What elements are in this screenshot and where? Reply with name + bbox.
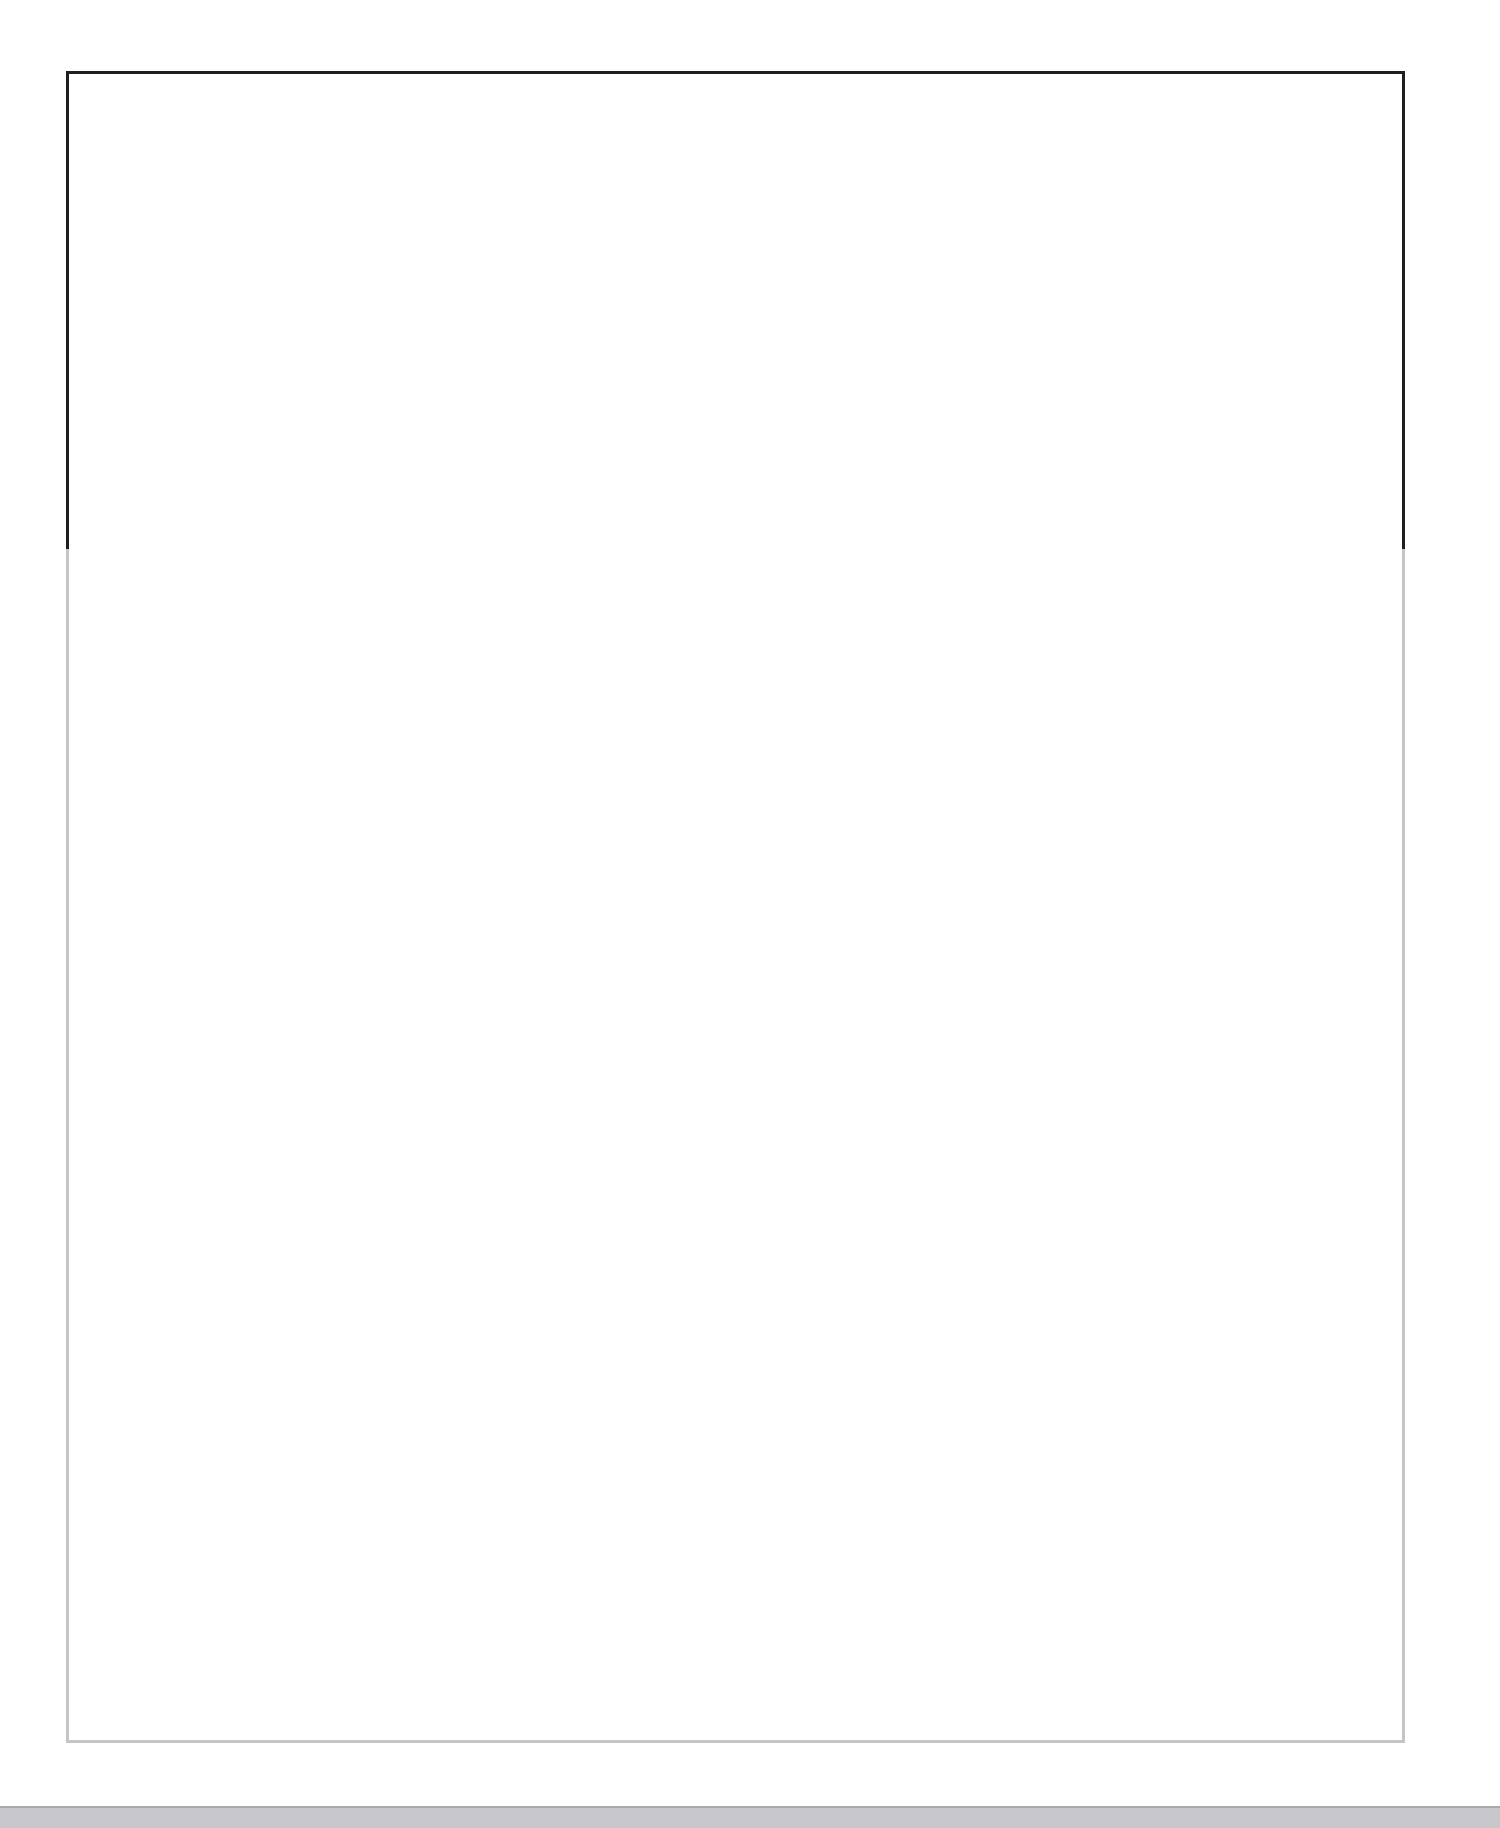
bottom-edge-strip [0,1806,1500,1828]
fade-overlay [0,549,1500,1828]
